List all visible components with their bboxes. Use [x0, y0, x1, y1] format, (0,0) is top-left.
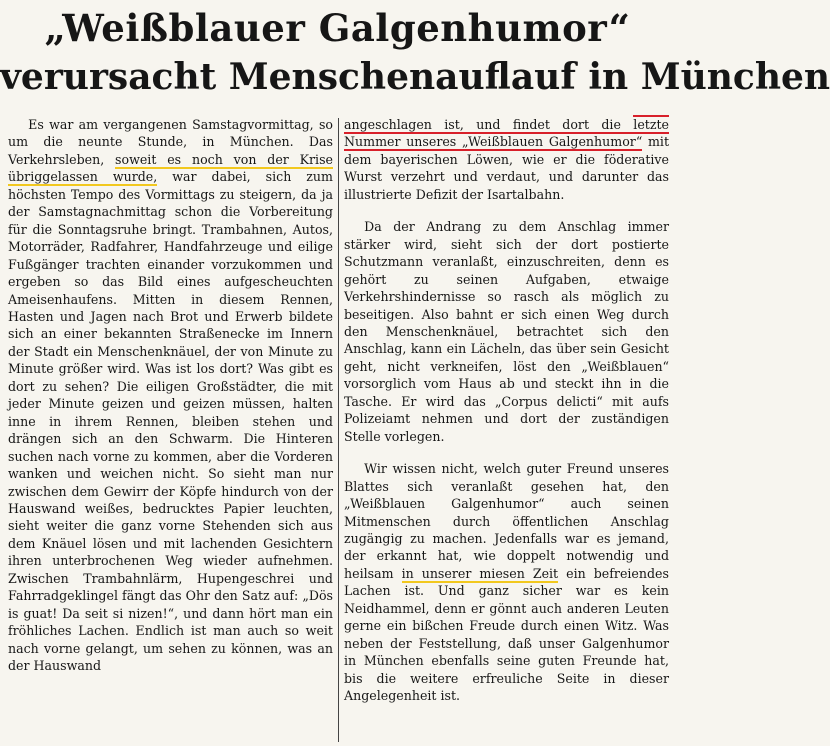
left-text-intro: Es war am vergangenen Samstagvormittag, so um die neunte Stunde, in München. — [8, 117, 333, 150]
right-paragraph-2: Da der Andrang zu dem Anschlag immer stärker wird, sieht sich der dort postierte Schutzmann veranlaßt, einzuschreiten, denn es gehört zu seinen Aufgaben, etwaige Verkehrshindernisse so rasch als möglich zu beseitigen. Also bahnt er sich einen Weg durch den Menschenknäuel, betrachtet sich den Anschlag, kann ein Lächeln, das über sein Gesicht geht, nicht verkneifen, löst den „Weißblauen“ vorsorglich vom Haus ab und steckt ihn in die Tasche. Er wird das „Corpus delicti“ mit aufs Polizeiamt nehmen und dort der zuständigen Stelle vorlegen. — [344, 219, 669, 444]
left-text-verkehrsleben: Das Verkehrsleben, — [8, 134, 333, 167]
right-paragraph-3 — [344, 460, 669, 704]
highlight-red-nummer: letzte Nummer unseres „Weißblauen Galgenhumor“ — [344, 117, 669, 150]
headline-line-2: verursacht Menschenauflauf in München — [0, 56, 830, 98]
headline-line-1: „Weißblauer Galgenhumor“ — [44, 6, 631, 50]
left-paragraph — [8, 116, 333, 675]
highlight-yellow-krise: soweit es noch von der Krise übriggelassen wurde, — [8, 151, 333, 185]
left-text-body: war dabei, sich zum höchsten Tempo des Vormittags zu steigern, da ja der Samstagnachmittag schon die Vorbereitung für die Sonntagsruhe bringt. Trambahnen, Autos, Motorräder, Radfahrer, Handfahrzeuge und eilige Fußgänger trachten einander vorzukommen und ergeben so das Bild eines aufgescheuchten Ameisenhaufens. Mitten in diesem Rennen, Hasten und Jagen nach Brot und Erwerb bildete sich an einer bekannten Straßenecke im Innern der Stadt ein Menschenknäuel, der von Minute zu Minute größer wird. Was ist los dort? Was gibt es dort zu sehen? Die eiligen Großstädter, die mit jeder Minute geizen und geizen müssen, halten inne in ihrem Rennen, bleiben stehen und drängen sich an den Schwarm. Die Hinteren suchen nach vorne zu kommen, aber die Vorderen wanken und weichen nicht. So sieht man nur zwischen dem Gewirr der Köpfe hindurch von der Hauswand weißes, bedrucktes Papier leuchten, sieht weiter die ganz vorne Stehenden sich aus dem Knäuel lösen und mit lachenden Gesichtern ihren unterbrochenen Weg wieder aufnehmen. Zwischen Trambahnlärm, Hupengeschrei und Fahrradgeklingel fängt das Ohr den Satz auf: „Dös is guat! Da seit si nizen!“, und dann hört man ein fröhliches Lachen. Endlich ist man auch so weit nach vorne gelangt, um sehen zu können, was an der Hauswand — [8, 169, 333, 674]
right-text-p3-end: ein befreiendes Lachen ist. Und ganz sicher war es kein Neidhammel, denn er gönnt auch anderen Leuten gerne ein bißchen Freude durch einen Witz. Was neben der Feststellung, daß unser Galgenhumor in München ebenfalls seine guten Freunde hat, bis die weitere erfreuliche Seite in dieser Angelegenheit ist. — [344, 565, 669, 704]
right-paragraph-1 — [344, 116, 669, 203]
right-text-p1-end: mit dem bayerischen Löwen, wie er die föderative Wurst verzehrt und verdaut, und darunter das illustrierte Defizit der Isartalbahn. — [344, 134, 669, 202]
column-divider — [338, 118, 339, 742]
article-column-left — [8, 116, 333, 744]
article-column-right — [344, 116, 669, 744]
right-text-p1-start: angeschlagen ist, und findet dort die — [344, 117, 621, 132]
right-text-p3-start: Wir wissen nicht, welch guter Freund unseres Blattes sich veranlaßt gesehen hat, den „Weißblauen Galgenhumor“ auch seinen Mitmenschen durch öffentlichen Anschlag zugängig zu machen. Jedenfalls war es jemand, der erkannt hat, wie doppelt notwendig und heilsam — [344, 461, 669, 581]
highlight-yellow-zeit: in unserer miesen Zeit — [401, 565, 559, 581]
